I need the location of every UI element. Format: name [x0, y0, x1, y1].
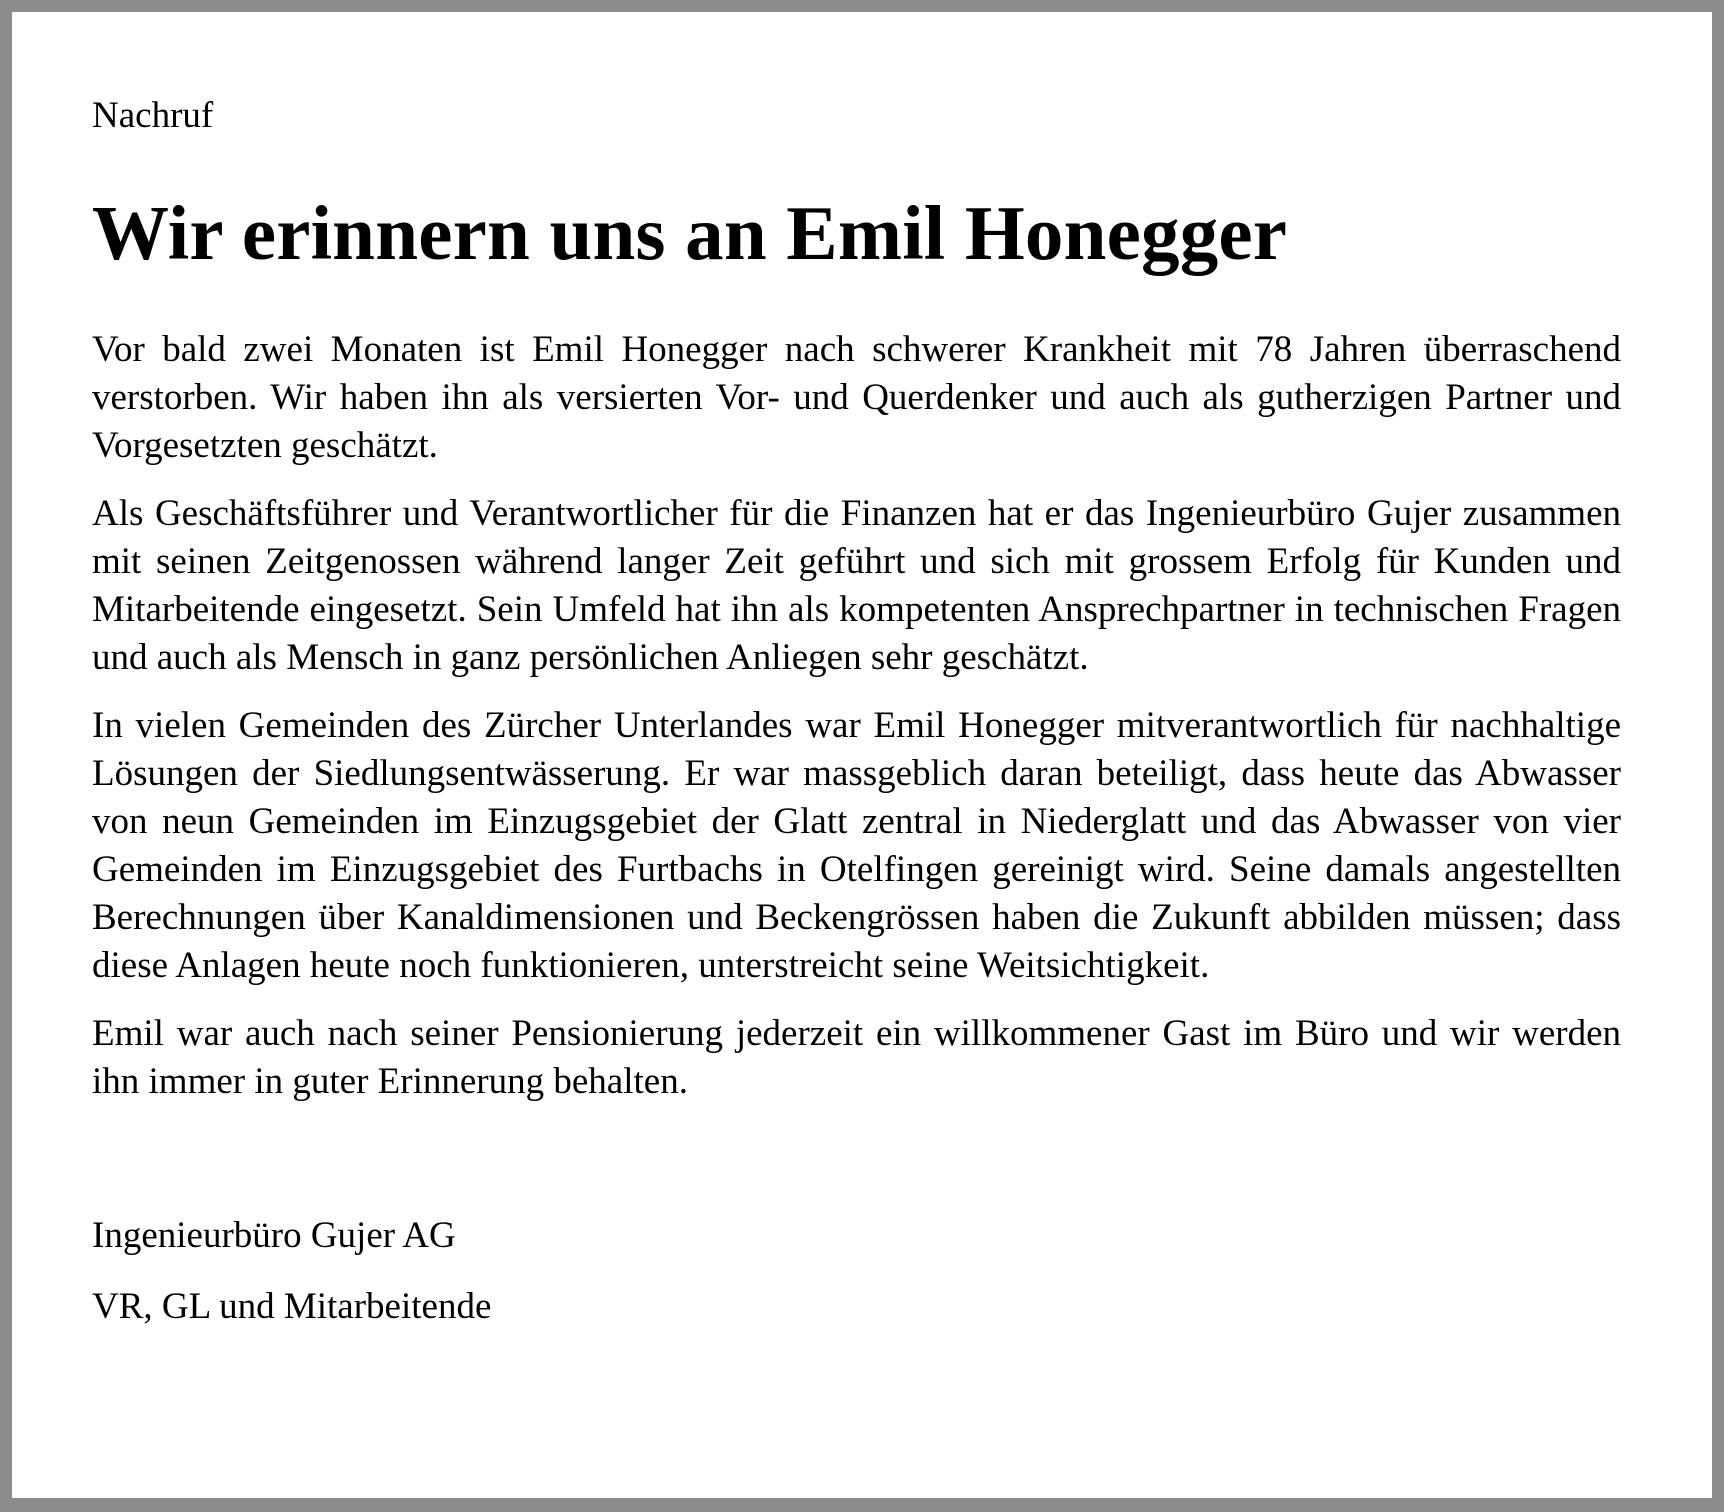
signature-company: Ingenieurbüro Gujer AG: [92, 1215, 456, 1256]
kicker-label: Nachruf: [92, 95, 214, 136]
signature-block: [92, 1214, 1621, 1329]
paragraph-4: Emil war auch nach seiner Pensionierung jederzeit ein willkommener Gast im Büro und wir werden ihn immer in guter Erinnerung behalten.: [92, 1013, 1621, 1102]
page-title: Wir erinnern uns an Emil Honegger: [92, 190, 1288, 276]
obituary-page: [12, 12, 1712, 1498]
paragraph-2: Als Geschäftsführer und Verantwortlicher für die Finanzen hat er das Ingenieurbüro Gujer zusammen mit seinen Zeitgenossen während langer Zeit geführt und sich mit grossem Erfolg für Kunden und Mitarbeitende eingesetzt. Sein Umfeld hat ihn als kompetenten Ansprechpartner in technischen Fragen und auch als Mensch in ganz persönlichen Anliegen sehr geschätzt.: [92, 493, 1621, 678]
paragraph-1: Vor bald zwei Monaten ist Emil Honegger nach schwerer Krankheit mit 78 Jahren überraschend verstorben. Wir haben ihn als versierten Vor- und Querdenker und auch als gutherzigen Partner und Vorgesetzten geschätzt.: [92, 329, 1621, 466]
paragraph-3: In vielen Gemeinden des Zürcher Unterlandes war Emil Honegger mitverantwortlich für nachhaltige Lösungen der Siedlungsentwässerung. Er war massgeblich daran beteiligt, dass heute das Abwasser von neun Gemeinden im Einzugsgebiet der Glatt zentral in Niederglatt und das Abwasser von vier Gemeinden im Einzugsgebiet des Furtbachs in Otelfingen gereinigt wird. Seine damals angestellten Berechnungen über Kanaldimensionen und Beckengrössen haben die Zukunft abbilden müssen; dass diese Anlagen heute noch funktionieren, unterstreicht seine Weitsichtigkeit.: [92, 705, 1621, 986]
signature-group: VR, GL und Mitarbeitende: [92, 1286, 492, 1327]
obituary-body: [92, 326, 1621, 1106]
